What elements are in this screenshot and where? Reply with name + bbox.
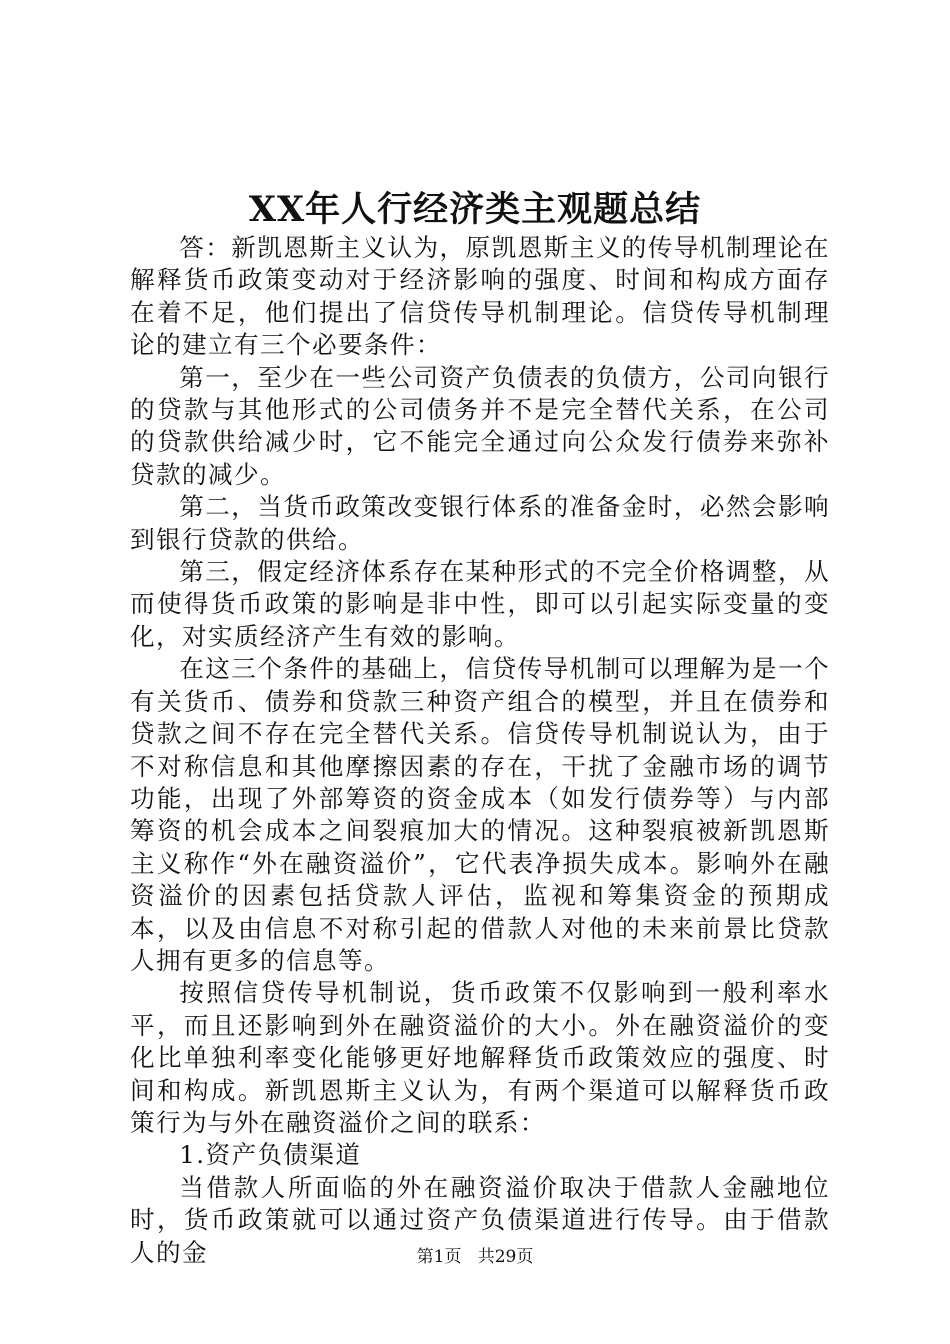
page-footer — [0, 1246, 950, 1268]
page-separator — [467, 1247, 472, 1267]
paragraph-condition-one: 第一，至少在一些公司资产负债表的负债方，公司向银行的贷款与其他形式的公司债务并不是完全替代关系，在公司的贷款供给减少时，它不能完全通过向公众发行债券来弥补贷款的减少。 — [130, 362, 830, 489]
paragraph-balance-sheet-channel: 当借款人所面临的外在融资溢价取决于借款人金融地位时，货币政策就可以通过资产负债渠道进行传导。由于借款人的金 — [130, 1172, 830, 1267]
section-heading-balance-sheet-channel: 1.资产负债渠道 — [179, 1140, 362, 1170]
document-body — [130, 232, 830, 1269]
page-number: 第1页 — [416, 1247, 462, 1267]
paragraph-condition-two: 第二，当货币政策改变银行体系的准备金时，必然会影响到银行贷款的供给。 — [130, 492, 830, 554]
paragraph-answer-intro: 答：新凯恩斯主义认为，原凯恩斯主义的传导机制理论在解释货币政策变动对于经济影响的强度、时间和构成方面存在着不足，他们提出了信贷传导机制理论。信贷传导机制理论的建立有三个必要条件： — [130, 233, 830, 360]
page-total: 共29页 — [477, 1247, 534, 1267]
document-title: XX年人行经济类主观题总结 — [248, 189, 702, 230]
paragraph-condition-three: 第三，假定经济体系存在某种形式的不完全价格调整，从而使得货币政策的影响是非中性，即可以引起实际变量的变化，对实质经济产生有效的影响。 — [130, 557, 830, 651]
paragraph-credit-mechanism: 在这三个条件的基础上，信贷传导机制可以理解为是一个有关货币、债券和贷款三种资产组合的模型，并且在债券和贷款之间不存在完全替代关系。信贷传导机制说认为，由于不对称信息和其他摩擦因素的存在，干扰了金融市场的调节功能，出现了外部筹资的资金成本（如发行债券等）与内部筹资的机会成本之间裂痕加大的情况。这种裂痕被新凯恩斯主义称作“外在融资溢价”，它代表净损失成本。影响外在融资溢价的因素包括贷款人评估，监视和筹集资金的预期成本，以及由信息不对称引起的借款人对他的未来前景比贷款人拥有更多的信息等。 — [130, 654, 830, 975]
paragraph-external-premium: 按照信贷传导机制说，货币政策不仅影响到一般利率水平，而且还影响到外在融资溢价的大小。外在融资溢价的变化比单独利率变化能够更好地解释货币政策效应的强度、时间和构成。新凯恩斯主义认为，有两个渠道可以解释货币政策行为与外在融资溢价之间的联系： — [130, 978, 830, 1137]
